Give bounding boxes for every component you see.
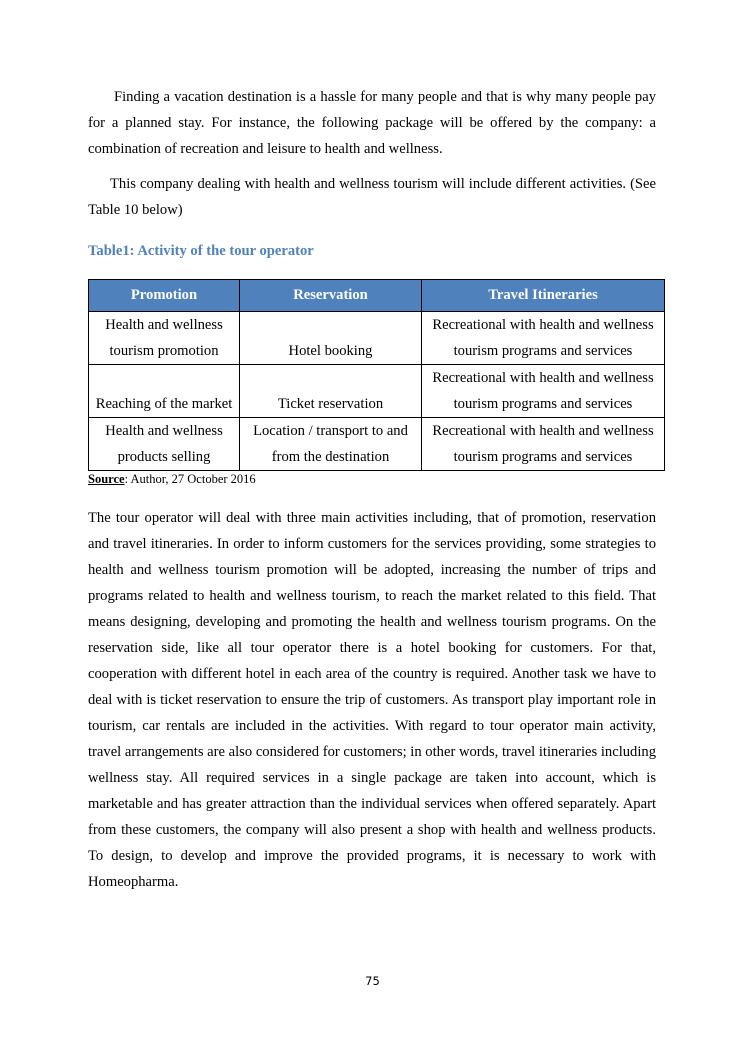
cell-line: tourism programs and services bbox=[453, 396, 633, 412]
cell-line: Reaching of the market bbox=[95, 396, 233, 412]
cell-line: tourism programs and services bbox=[453, 343, 633, 359]
table-header-row bbox=[89, 280, 665, 312]
cell-itineraries bbox=[422, 365, 665, 418]
table-row bbox=[89, 312, 665, 365]
cell-line: Location / transport to and bbox=[253, 423, 408, 439]
table-row bbox=[89, 365, 665, 418]
table-row bbox=[89, 418, 665, 471]
cell-line: Health and wellness bbox=[105, 423, 223, 439]
cell-line: Health and wellness bbox=[105, 317, 223, 333]
header-promotion: Promotion bbox=[89, 280, 240, 312]
cell-line: tourism promotion bbox=[109, 343, 219, 359]
page-number: 75 bbox=[365, 974, 380, 988]
cell-line: Recreational with health and wellness bbox=[432, 370, 654, 386]
source-label: Source bbox=[88, 472, 125, 486]
table-source bbox=[88, 471, 656, 487]
cell-promotion bbox=[89, 418, 240, 471]
cell-line: Recreational with health and wellness bbox=[432, 317, 654, 333]
cell-line: Ticket reservation bbox=[277, 396, 384, 412]
intro-paragraph-2: This company dealing with health and wellness tourism will include different activities. (See Table 10 below) bbox=[88, 176, 656, 218]
source-text: : Author, 27 October 2016 bbox=[124, 472, 256, 486]
cell-line: from the destination bbox=[271, 449, 390, 465]
cell-itineraries bbox=[422, 312, 665, 365]
cell-promotion bbox=[89, 312, 240, 365]
cell-promotion bbox=[89, 365, 240, 418]
cell-itineraries bbox=[422, 418, 665, 471]
table-caption: Table1: Activity of the tour operator bbox=[88, 243, 314, 259]
document-page bbox=[88, 84, 656, 895]
cell-reservation bbox=[240, 312, 422, 365]
header-travel-itineraries: Travel Itineraries bbox=[422, 280, 665, 312]
cell-reservation bbox=[240, 365, 422, 418]
cell-line: tourism programs and services bbox=[453, 449, 633, 465]
cell-line: Recreational with health and wellness bbox=[432, 423, 654, 439]
cell-line: products selling bbox=[117, 449, 211, 465]
body-paragraph: The tour operator will deal with three main activities including, that of promotion, reservation and travel itineraries. In order to inform customers for the services providing, some strategies to health and wellness tourism promotion will be adopted, increasing the number of trips and programs related to health and wellness tourism, to reach the market related to this field. That means designing, developing and promoting the health and wellness tourism programs. On the reservation side, like all tour operator there is a hotel booking for customers. For that, cooperation with different hotel in each area of the country is required. Another task we have to deal with is ticket reservation to ensure the trip of customers. As transport play important role in tourism, car rentals are included in the activities. With regard to tour operator main activity, travel arrangements are also considered for customers; in other words, travel itineraries including wellness stay. All required services in a single package are taken into account, which is marketable and has greater attraction than the individual services when offered separately. Apart from these customers, the company will also present a shop with health and wellness products. To design, to develop and improve the provided programs, it is necessary to work with Homeopharma. bbox=[88, 510, 656, 890]
intro-paragraph-1: Finding a vacation destination is a hassle for many people and that is why many people pay for a planned stay. For instance, the following package will be offered by the company: a combination of recreation and leisure to health and wellness. bbox=[88, 89, 656, 157]
header-reservation: Reservation bbox=[240, 280, 422, 312]
cell-reservation bbox=[240, 418, 422, 471]
cell-line: Hotel booking bbox=[288, 343, 373, 359]
activity-table bbox=[88, 279, 665, 471]
